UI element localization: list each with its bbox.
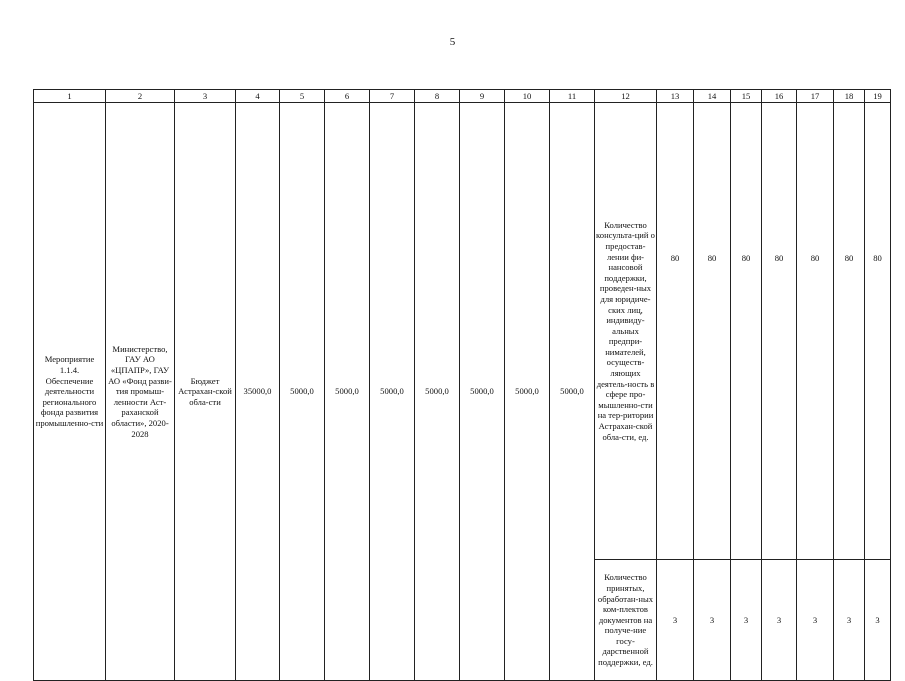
- funding-source-cell: Бюджет Астрахан-ской обла-сти: [175, 103, 236, 681]
- year-value-cell: 5000,0: [280, 103, 325, 681]
- column-header: 10: [505, 90, 550, 103]
- indicator-value-cell: 3: [657, 560, 694, 681]
- total-cell: 35000,0: [236, 103, 280, 681]
- program-table: [33, 89, 891, 681]
- table-row: [34, 103, 891, 560]
- year-value-cell: 5000,0: [370, 103, 415, 681]
- column-header: 15: [731, 90, 762, 103]
- indicator-name-cell: Количество консульта-ций о предостав-лении фи-нансовой поддержки, проведен-ных для юридиче-ских лиц, индивиду-альных предпри-нимателей, осуществ-ляющих деятель-ность в сфере про-мышленно-сти на тер-ритории Астрахан-ской обла-сти, ед.: [595, 103, 657, 560]
- indicator-value-cell: 3: [731, 560, 762, 681]
- column-header: 1: [34, 90, 106, 103]
- column-header: 11: [550, 90, 595, 103]
- year-value-cell: 5000,0: [325, 103, 370, 681]
- indicator-value-cell: 80: [797, 103, 834, 560]
- column-header: 9: [460, 90, 505, 103]
- year-value-cell: 5000,0: [460, 103, 505, 681]
- year-value-cell: 5000,0: [505, 103, 550, 681]
- indicator-value-cell: 80: [865, 103, 891, 560]
- column-number-row: [34, 90, 891, 103]
- indicator-value-cell: 3: [865, 560, 891, 681]
- column-header: 16: [762, 90, 797, 103]
- indicator-value-cell: 80: [731, 103, 762, 560]
- column-header: 4: [236, 90, 280, 103]
- indicator-value-cell: 80: [694, 103, 731, 560]
- indicator-value-cell: 80: [834, 103, 865, 560]
- column-header: 6: [325, 90, 370, 103]
- column-header: 19: [865, 90, 891, 103]
- year-value-cell: 5000,0: [415, 103, 460, 681]
- column-header: 8: [415, 90, 460, 103]
- column-header: 17: [797, 90, 834, 103]
- column-header: 13: [657, 90, 694, 103]
- column-header: 5: [280, 90, 325, 103]
- indicator-value-cell: 3: [762, 560, 797, 681]
- indicator-value-cell: 3: [834, 560, 865, 681]
- indicator-value-cell: 80: [762, 103, 797, 560]
- column-header: 14: [694, 90, 731, 103]
- executors-cell: Министерство, ГАУ АО «ЦПАПР», ГАУ АО «Фонд разви-тия промыш-ленности Аст-раханской области», 2020-2028: [106, 103, 175, 681]
- indicator-value-cell: 3: [694, 560, 731, 681]
- column-header: 3: [175, 90, 236, 103]
- page-number: 5: [449, 36, 456, 48]
- column-header: 7: [370, 90, 415, 103]
- year-value-cell: 5000,0: [550, 103, 595, 681]
- indicator-value-cell: 80: [657, 103, 694, 560]
- column-header: 2: [106, 90, 175, 103]
- column-header: 18: [834, 90, 865, 103]
- indicator-name-cell: Количество принятых, обработан-ных ком-плектов документов на получе-ние госу-дарственной поддержки, ед.: [595, 560, 657, 681]
- event-cell: Мероприятие 1.1.4. Обеспечение деятельности регионального фонда развития промышленно-сти: [34, 103, 106, 681]
- column-header: 12: [595, 90, 657, 103]
- indicator-value-cell: 3: [797, 560, 834, 681]
